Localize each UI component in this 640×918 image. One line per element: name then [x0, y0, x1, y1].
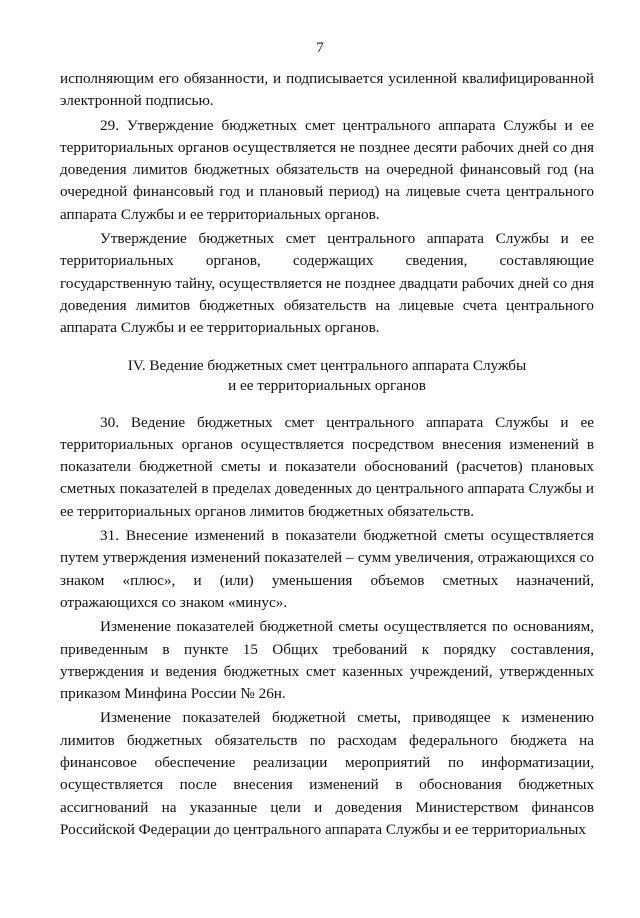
paragraph-31-informatization: Изменение показателей бюджетной сметы, приводящее к изменению лимитов бюджетных обязательств по расходам федерального бюджета на финансовое обеспечение реализации мероприятий по информатизации, осуществляется после внесения изменений в обоснования бюджетных ассигнований на указанные цели и доведения Министерством финансов Российской Федерации до центрального аппарата Службы и ее территориальных	[60, 709, 594, 838]
paragraph-29: 29. Утверждение бюджетных смет центрального аппарата Службы и ее территориальных органов осуществляется не позднее десяти рабочих дней со дня доведения лимитов бюджетных обязательств на очередной финансовый год (на очередной финансовый год и плановый период) на лицевые счета центрального аппарата Службы и ее территориальных органов.	[60, 116, 594, 223]
section-heading-line-1: IV. Ведение бюджетных смет центрального аппарата Службы	[127, 356, 527, 374]
paragraph-29-secret: Утверждение бюджетных смет центрального аппарата Службы и ее территориальных органов, содержащих сведения, составляющие государственную тайну, осуществляется не позднее двадцати рабочих дней со дня доведения лимитов бюджетных обязательств на лицевые счета центрального аппарата Службы и ее территориальных органов.	[60, 230, 594, 337]
page-number: 7	[316, 40, 324, 56]
section-heading	[60, 356, 594, 396]
paragraph-30: 30. Ведение бюджетных смет центрального аппарата Службы и ее территориальных органов осуществляется посредством внесения изменений в показатели бюджетной сметы и показатели обоснований (расчетов) плановых сметных показателей в пределах доведенных до центрального аппарата Службы и ее территориальных органов лимитов бюджетных обязательств.	[60, 413, 594, 520]
section-heading-line-2: и ее территориальных органов	[228, 376, 426, 394]
paragraph-continuation: исполняющим его обязанности, и подписывается усиленной квалифицированной электронной подписью.	[60, 70, 594, 110]
document-body	[60, 68, 594, 841]
paragraph-31-grounds: Изменение показателей бюджетной сметы осуществляется по основаниям, приведенным в пункте 15 Общих требований к порядку составления, утверждения и ведения бюджетных смет казенных учреждений, утвержденных приказом Минфина России № 26н.	[60, 618, 594, 703]
paragraph-31: 31. Внесение изменений в показатели бюджетной сметы осуществляется путем утверждения изменений показателей – сумм увеличения, отражающихся со знаком «плюс», и (или) уменьшения объемов сметных назначений, отражающихся со знаком «минус».	[60, 527, 594, 611]
